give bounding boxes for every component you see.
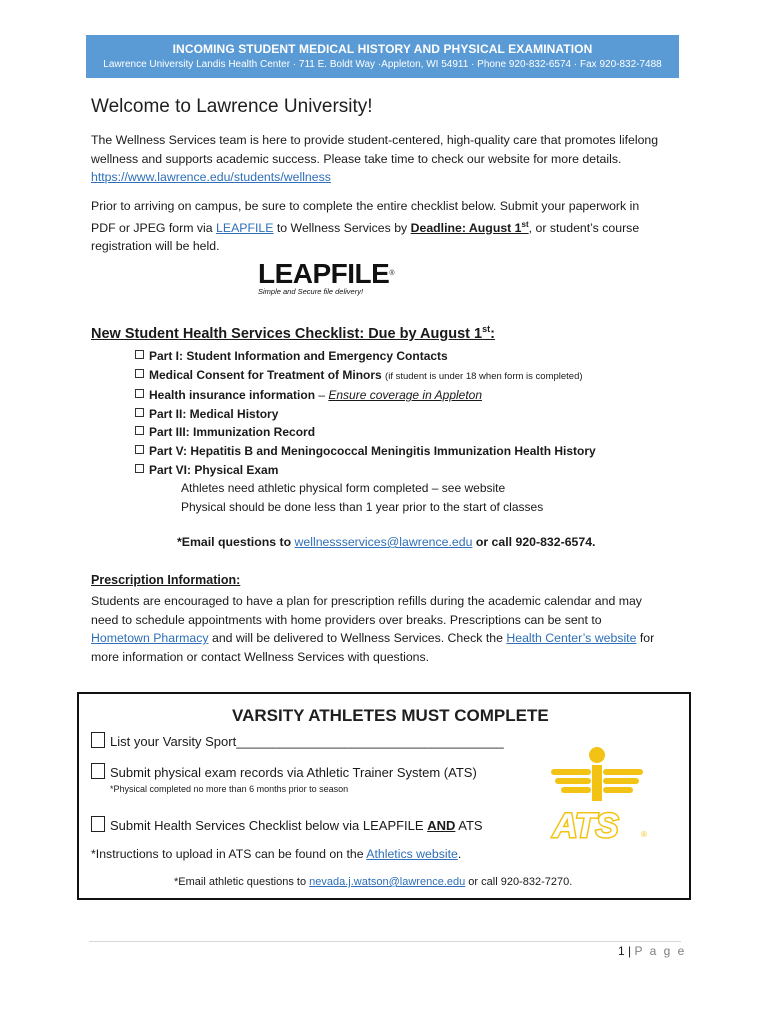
- intro-line: wellness and supports academic success. Please take time to check our website for more details.: [91, 151, 622, 166]
- checkbox-icon[interactable]: [91, 816, 105, 832]
- checkbox-icon[interactable]: [91, 732, 105, 748]
- ats-logo-text: ATS: [553, 807, 619, 845]
- footer-divider: [89, 941, 681, 942]
- checklist-item[interactable]: Part I: Student Information and Emergency Contacts: [135, 347, 596, 366]
- leapfile-logo-word: LEAPFILE: [258, 258, 390, 289]
- wellness-website-link[interactable]: https://www.lawrence.edu/students/wellness: [91, 170, 331, 185]
- leapfile-logo: [258, 260, 410, 296]
- prescription-line: need to schedule appointments with home providers over breaks. Prescriptions can be sent to: [91, 612, 602, 627]
- deadline-text: Deadline: August 1st: [410, 219, 529, 235]
- leapfile-logo-reg: ®: [389, 270, 395, 277]
- prescription-paragraph: Students are encouraged to have a plan for prescription refills during the academic calendar and may need to schedule appointments with home providers over breaks. Prescriptions can be sent to Hometown Pharmacy and will be delivered to Wellness Services. Check the Health Center’s website for more information or contact Wellness Services with questions.: [91, 592, 681, 666]
- checklist-heading: New Student Health Services Checklist: Due by August 1st:: [91, 324, 495, 342]
- checkbox-icon[interactable]: [135, 389, 144, 398]
- checklist-subnote: Athletes need athletic physical form completed – see website: [181, 481, 506, 496]
- checkbox-icon[interactable]: [135, 369, 144, 378]
- checklist-subnote: Physical should be done less than 1 year prior to the start of classes: [181, 499, 544, 514]
- header-banner: [86, 35, 679, 78]
- wellness-email-link[interactable]: wellnessservices@lawrence.edu: [294, 535, 473, 549]
- checklist-item[interactable]: Part III: Immunization Record: [135, 423, 596, 442]
- varsity-email: *Email athletic questions to nevada.j.watson@lawrence.edu or call 920-832-7270.: [174, 876, 573, 888]
- varsity-title: VARSITY ATHLETES MUST COMPLETE: [232, 706, 549, 725]
- intro-line: The Wellness Services team is here to provide student-centered, high-quality care that promotes lifelong: [91, 133, 659, 147]
- hometown-pharmacy-link[interactable]: Hometown Pharmacy: [91, 631, 209, 646]
- page-footer: 1 | P a g e: [618, 944, 687, 958]
- prescription-heading: Prescription Information:: [91, 573, 241, 587]
- submit-text: , or student’s course: [528, 220, 640, 235]
- checkbox-icon[interactable]: [135, 426, 144, 435]
- checkbox-icon[interactable]: [135, 445, 144, 454]
- health-center-website-link[interactable]: Health Center’s website: [506, 631, 637, 646]
- varsity-instructions: *Instructions to upload in ATS can be found on the Athletics website.: [91, 847, 462, 861]
- banner-subtitle: Lawrence University Landis Health Center · 711 E. Boldt Way ·Appleton, WI 54911 · Phone 920-832-6574 · Fax 920-832-7488: [103, 59, 662, 70]
- leapfile-link[interactable]: LEAPFILE: [216, 220, 274, 235]
- checklist-item[interactable]: Health insurance information – Ensure coverage in Appleton: [135, 386, 596, 405]
- intro-paragraph: [91, 131, 681, 187]
- checklist-item[interactable]: Part II: Medical History: [135, 405, 596, 424]
- prescription-line: more information or contact Wellness Services with questions.: [91, 649, 430, 664]
- athletic-email-link[interactable]: nevada.j.watson@lawrence.edu: [309, 876, 466, 888]
- page-title: Welcome to Lawrence University!: [91, 96, 373, 117]
- checklist: [135, 347, 596, 516]
- checklist-item[interactable]: Part V: Hepatitis B and Meningococcal Meningitis Immunization Health History: [135, 442, 596, 461]
- email-questions: *Email questions to wellnessservices@lawrence.edu or call 920-832-6574.: [177, 535, 596, 549]
- checklist-item[interactable]: Medical Consent for Treatment of Minors (if student is under 18 when form is completed): [135, 366, 596, 387]
- varsity-item-checklist[interactable]: Submit Health Services Checklist below via LEAPFILE AND ATS: [91, 816, 483, 833]
- checkbox-icon[interactable]: [91, 763, 105, 779]
- leapfile-logo-tagline: Simple and Secure file delivery!: [258, 287, 364, 296]
- prescription-line: Students are encouraged to have a plan for prescription refills during the academic calendar and may: [91, 594, 642, 608]
- submit-text: to Wellness Services by: [273, 220, 411, 235]
- checkbox-icon[interactable]: [135, 464, 144, 473]
- ats-logo-icon: [545, 745, 655, 845]
- varsity-item-physical[interactable]: Submit physical exam records via Athletic Trainer System (ATS): [91, 763, 477, 780]
- athletics-website-link[interactable]: Athletics website: [366, 847, 458, 861]
- page-number: 1: [618, 944, 625, 958]
- submit-text: PDF or JPEG form via: [91, 220, 217, 235]
- banner-title: INCOMING STUDENT MEDICAL HISTORY AND PHYSICAL EXAMINATION: [172, 42, 593, 56]
- checklist-item[interactable]: Part VI: Physical Exam: [135, 461, 596, 480]
- checkbox-icon[interactable]: [135, 350, 144, 359]
- varsity-item-sport[interactable]: List your Varsity Sport_____________________________________: [91, 732, 504, 749]
- submit-line: registration will be held.: [91, 239, 220, 254]
- checkbox-icon[interactable]: [135, 408, 144, 417]
- submit-paragraph: [91, 197, 681, 256]
- svg-text:®: ®: [641, 830, 647, 839]
- submit-line: Prior to arriving on campus, be sure to complete the entire checklist below. Submit your paperwork in: [91, 199, 640, 213]
- ats-logo-head: [589, 747, 605, 763]
- varsity-physical-note: *Physical completed no more than 6 months prior to season: [110, 784, 349, 794]
